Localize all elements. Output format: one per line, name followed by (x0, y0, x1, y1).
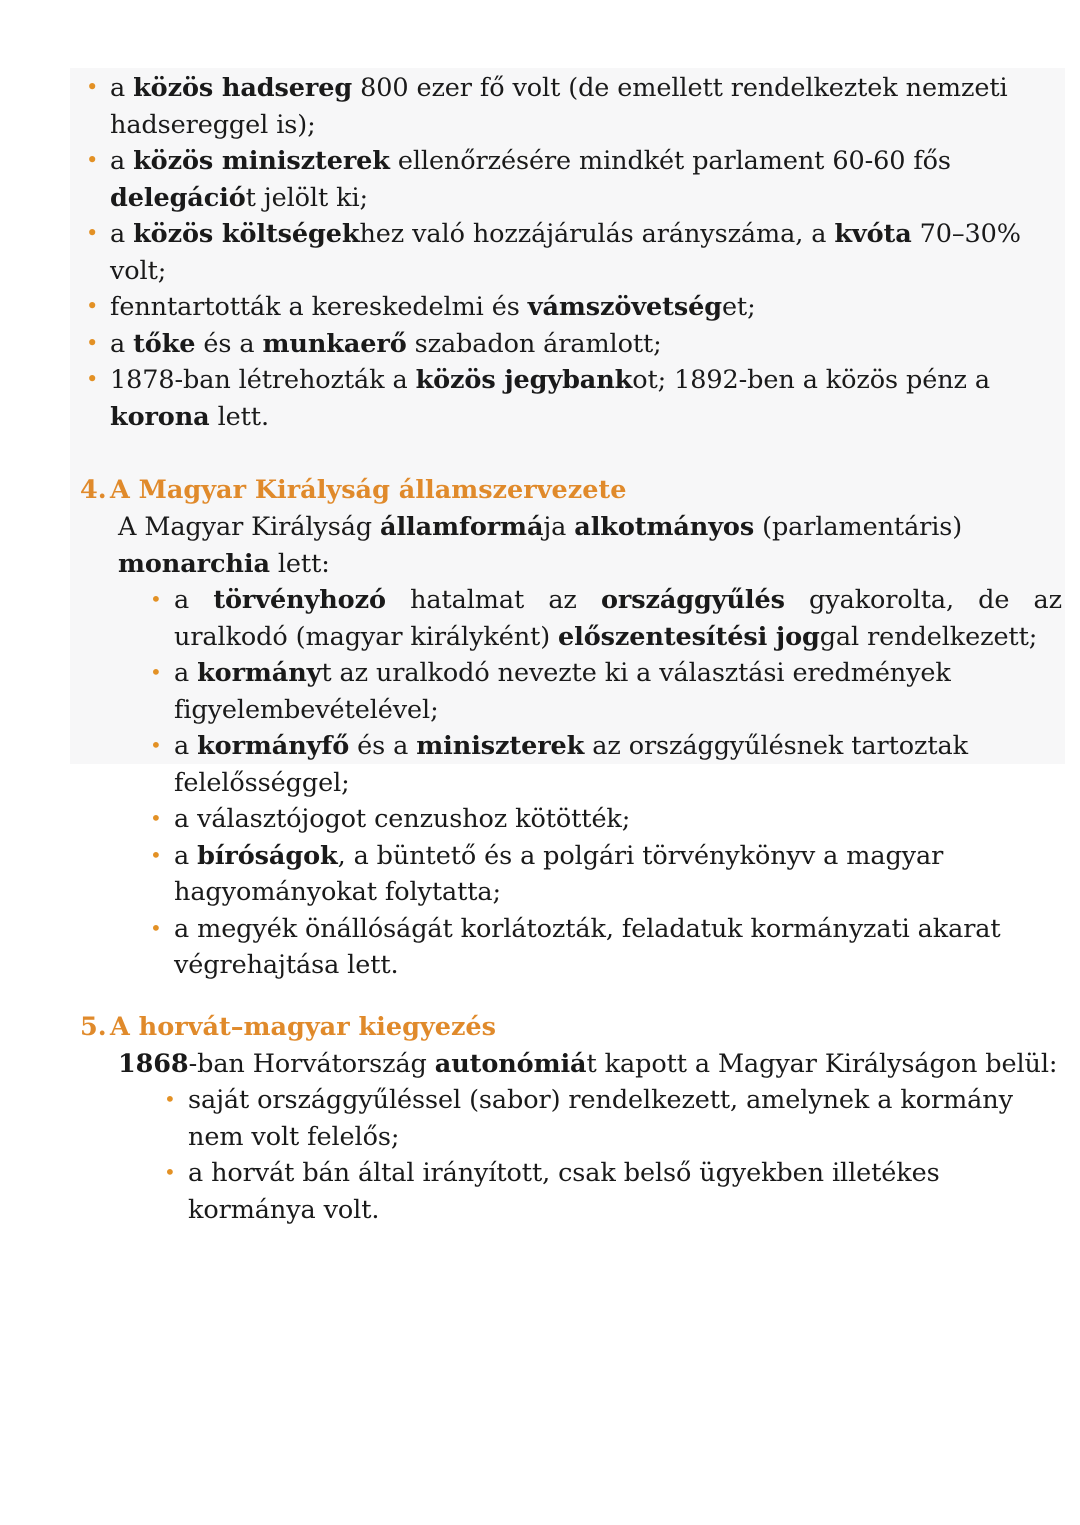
body-text: A Magyar Királyság (118, 512, 381, 542)
list-item (80, 70, 1066, 143)
emphasis-term: delegáció (110, 182, 246, 213)
body-text: gyakorolta, de az uralkodó (magyar királyként) (174, 585, 1062, 652)
body-text: 70–30% volt; (110, 219, 1021, 286)
body-text: (parlamentáris) (754, 512, 963, 542)
section-heading (80, 473, 1066, 507)
section-heading (80, 1010, 1066, 1044)
body-text: a (110, 219, 134, 249)
section-number: 4. (80, 475, 107, 505)
list-item (162, 1155, 1066, 1228)
list-item (80, 326, 1066, 363)
body-text: a (110, 146, 134, 176)
emphasis-term: bíróságok (197, 840, 338, 871)
emphasis-term: korona (110, 401, 210, 432)
list-item (148, 655, 1066, 728)
emphasis-term: kormány (197, 658, 322, 688)
emphasis-term: törvényhozó (213, 585, 386, 615)
body-text: a megyék önállóságát korlátozták, feladatuk kormányzati akarat végrehajtása lett. (174, 913, 1001, 980)
emphasis-term: közös hadsereg (133, 73, 353, 103)
body-text: t jelölt ki; (245, 182, 369, 213)
top-level-bullet-list (14, 70, 1066, 435)
section-bullet-list (14, 582, 1066, 984)
emphasis-term: közös költségek (133, 219, 360, 249)
section-title: A horvát–magyar kiegyezés (110, 1011, 497, 1042)
numbered-sections (14, 473, 1066, 1228)
body-text: a horvát bán által irányított, csak belső ügyekben illetékes kormánya volt. (188, 1158, 940, 1225)
emphasis-term: országgyűlés (600, 585, 785, 615)
list-item (80, 362, 1066, 435)
list-item (148, 838, 1066, 911)
emphasis-term: alkotmányos (574, 512, 755, 542)
body-text: 800 ezer fő volt (de emellett rendelkeztek nemzeti hadsereggel is); (110, 73, 1008, 140)
body-text: t kapott a Magyar Királyságon belül: (586, 1048, 1058, 1079)
body-text: lett: (269, 548, 330, 579)
emphasis-term: államformá (380, 512, 544, 542)
body-text: ja (543, 512, 575, 542)
emphasis-term: 1868 (118, 1048, 189, 1079)
body-text: fenntartották a kereskedelmi és (110, 292, 528, 322)
body-text: ellenőrzésére mindkét parlament 60-60 fős (389, 146, 951, 176)
emphasis-term: vámszövetség (527, 292, 722, 322)
body-text: a választójogot cenzushoz kötötték; (174, 804, 631, 834)
body-text: , a büntető és a polgári törvénykönyv a magyar hagyományokat folytatta; (174, 840, 944, 907)
body-text: gal rendelkezett; (819, 621, 1038, 652)
emphasis-term: autonómiá (434, 1048, 587, 1079)
list-item (148, 911, 1066, 984)
body-text: és a (195, 328, 263, 359)
list-item (80, 216, 1066, 289)
section-intro-paragraph (118, 1046, 1066, 1083)
body-text: a (174, 658, 198, 688)
emphasis-term: munkaerő (262, 328, 407, 359)
emphasis-term: közös jegybank (415, 365, 633, 395)
list-item (80, 143, 1066, 216)
body-text: a (174, 731, 198, 761)
body-text: 1878-ban létrehozták a (110, 365, 416, 395)
body-text: hatalmat az (385, 585, 601, 615)
body-text: a (110, 328, 134, 359)
list-item (148, 801, 1066, 838)
body-text: az országgyűlésnek tartoztak felelősséggel; (174, 731, 968, 798)
emphasis-term: előszentesítési jog (558, 621, 820, 652)
body-text: a (110, 73, 134, 103)
emphasis-term: kormányfő (197, 731, 350, 761)
body-text: -ban Horvátország (188, 1048, 435, 1079)
body-text: et; (721, 292, 756, 322)
section-number: 5. (80, 1011, 107, 1042)
list-item (148, 728, 1066, 801)
emphasis-term: tőke (133, 328, 196, 359)
body-text: a (174, 840, 198, 871)
body-text: és a (349, 731, 417, 761)
section-bullet-list (14, 1082, 1066, 1228)
list-item (148, 582, 1066, 655)
body-text: saját országgyűléssel (sabor) rendelkezett, amelynek a kormány nem volt felelős; (188, 1085, 1013, 1152)
section-intro-paragraph (118, 509, 1066, 582)
emphasis-term: monarchia (118, 548, 270, 579)
list-spacer (14, 435, 1066, 447)
body-text: szabadon áramlott; (406, 328, 662, 359)
emphasis-term: közös miniszterek (133, 146, 390, 176)
list-item (162, 1082, 1066, 1155)
body-text: ot; 1892-ben a közös pénz a (632, 365, 990, 395)
body-text: lett. (209, 401, 269, 432)
list-item (80, 289, 1066, 326)
body-text: hez való hozzájárulás arányszáma, a (359, 219, 835, 249)
emphasis-term: miniszterek (416, 731, 585, 761)
body-text: a (174, 585, 214, 615)
body-text: t az uralkodó nevezte ki a választási eredmények figyelembevételével; (174, 658, 951, 725)
emphasis-term: kvóta (834, 219, 912, 249)
section-title: A Magyar Királyság államszervezete (110, 475, 627, 505)
